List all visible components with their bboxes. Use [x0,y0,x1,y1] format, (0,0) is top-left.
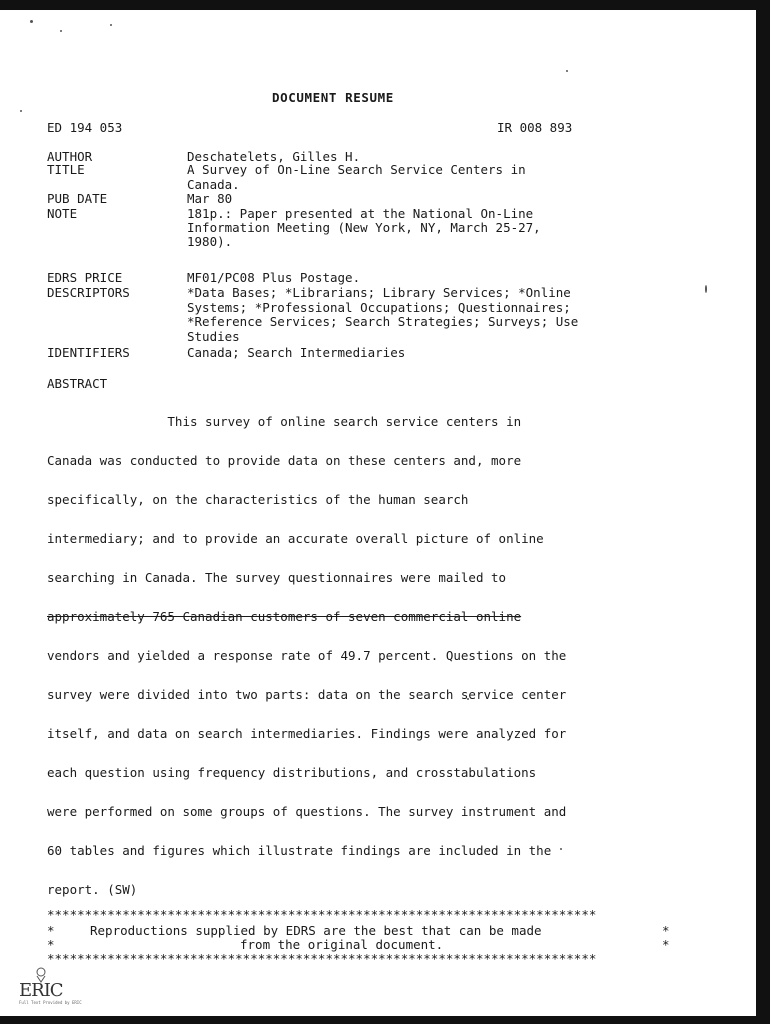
field-value-descriptors: *Reference Services; Search Strategies; Surveys; Use [187,314,579,329]
ed-number: ED 194 053 [47,120,123,135]
eric-logo-text: ERIC [19,980,63,1001]
field-label-author: AUTHOR [47,149,93,164]
abstract-line: intermediary; and to provide an accurate overall picture of online [47,531,544,546]
footer-star-left: * [47,923,55,938]
scan-edge-top [0,0,770,10]
field-label-edrs-price: EDRS PRICE [47,270,123,285]
abstract-line: itself, and data on search intermediaries. Findings were analyzed for [47,726,567,741]
scan-speckle [30,20,33,23]
footer-star-right: * [662,937,670,952]
footer-border-bottom: ************************************************************************* [47,952,597,965]
footer-line-2: from the original document. [240,937,444,952]
scan-speckle [60,30,62,32]
abstract-line: survey were divided into two parts: data on the search service center [47,687,567,702]
abstract-line: Canada was conducted to provide data on these centers and, more [47,453,522,468]
field-value-pub-date: Mar 80 [187,191,233,206]
abstract-line: approximately 765 Canadian customers of seven commercial online [47,609,522,624]
field-label-title: TITLE [47,162,85,177]
footer-line-1: Reproductions supplied by EDRS are the best that can be made [90,923,542,938]
field-value-title: Canada. [187,177,240,192]
scan-speckle [20,110,22,112]
abstract-line: vendors and yielded a response rate of 49.7 percent. Questions on the [47,648,567,663]
field-value-identifiers: Canada; Search Intermediaries [187,345,406,360]
field-value-author: Deschatelets, Gilles H. [187,149,361,164]
abstract-body [47,389,667,909]
field-value-note: 1980). [187,234,233,249]
field-value-note: Information Meeting (New York, NY, March 25-27, [187,220,541,235]
eric-logo-subtext: Full Text Provided by ERIC [19,1000,82,1005]
field-value-descriptors: *Data Bases; *Librarians; Library Services; *Online [187,285,571,300]
abstract-label: ABSTRACT [47,376,108,391]
abstract-line: were performed on some groups of questions. The survey instrument and [47,804,567,819]
scan-edge-bottom [0,1016,770,1024]
abstract-line: 60 tables and figures which illustrate findings are included in the [47,843,552,858]
field-label-identifiers: IDENTIFIERS [47,345,130,360]
scan-edge-right [756,0,770,1024]
footer-border-top: ************************************************************************* [47,908,597,921]
abstract-line: report. (SW) [47,882,138,897]
field-value-note: 181p.: Paper presented at the National On-Line [187,206,534,221]
footer-star-right: * [662,923,670,938]
scan-speckle [705,285,707,293]
scan-speckle [566,70,568,72]
ir-number: IR 008 893 [497,120,573,135]
field-label-note: NOTE [47,206,78,221]
abstract-line: each question using frequency distributions, and crosstabulations [47,765,537,780]
field-label-pub-date: PUB DATE [47,191,108,206]
field-value-title: A Survey of On-Line Search Service Centers in [187,162,526,177]
field-value-edrs-price: MF01/PC08 Plus Postage. [187,270,361,285]
footer-star-left: * [47,937,55,952]
abstract-line: searching in Canada. The survey questionnaires were mailed to [47,570,507,585]
document-title: DOCUMENT RESUME [272,90,394,105]
scan-speckle [110,24,112,26]
abstract-line: specifically, on the characteristics of the human search [47,492,469,507]
abstract-line: This survey of online search service centers in [47,414,522,429]
field-label-descriptors: DESCRIPTORS [47,285,130,300]
field-value-descriptors: Studies [187,329,240,344]
field-value-descriptors: Systems; *Professional Occupations; Questionnaires; [187,300,571,315]
